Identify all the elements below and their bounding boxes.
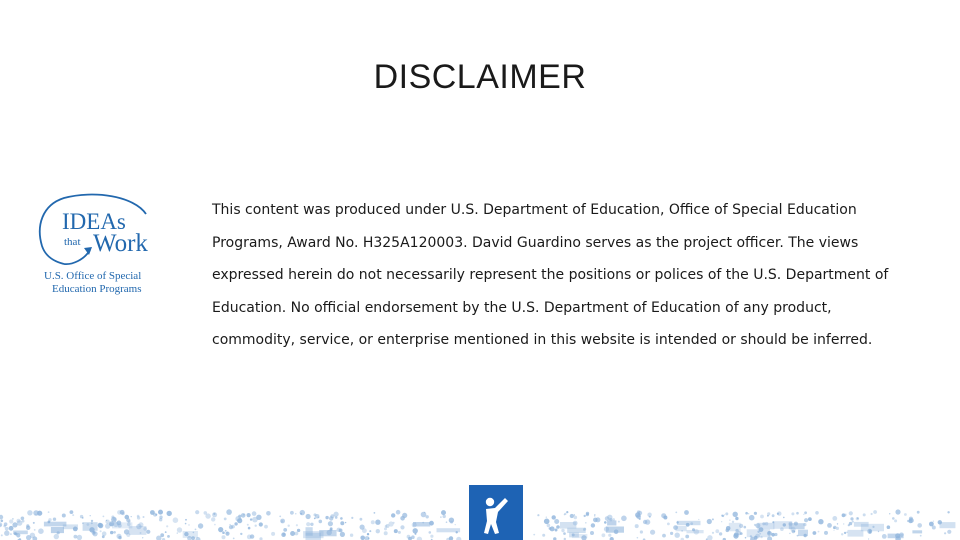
logo-text-that: that bbox=[64, 236, 81, 248]
logo-text-office-line-1: U.S. Office of Special bbox=[44, 270, 142, 282]
logo-text-office-line-2: Education Programs bbox=[52, 283, 142, 295]
ideas-that-work-logo bbox=[34, 188, 174, 298]
person-reaching-icon bbox=[469, 485, 523, 540]
logo-text-ideas: IDEAs bbox=[62, 209, 126, 234]
logo-text-work: Work bbox=[93, 230, 148, 257]
slide-title: DISCLAIMER bbox=[373, 58, 587, 96]
disclaimer-body-text: This content was produced under U.S. Department of Education, Office of Special Education Programs, Award No. H325A120003. David Guardino serves as the project officer. The views expressed herein do not necessarily represent the positions or polices of the U.S. Department of Education. No official endorsement by the U.S. Department of Education of any product, commodity, service, or enterprise mentioned in this website is intended or should be inferred. bbox=[212, 202, 889, 348]
footer-logo-badge bbox=[469, 485, 523, 540]
